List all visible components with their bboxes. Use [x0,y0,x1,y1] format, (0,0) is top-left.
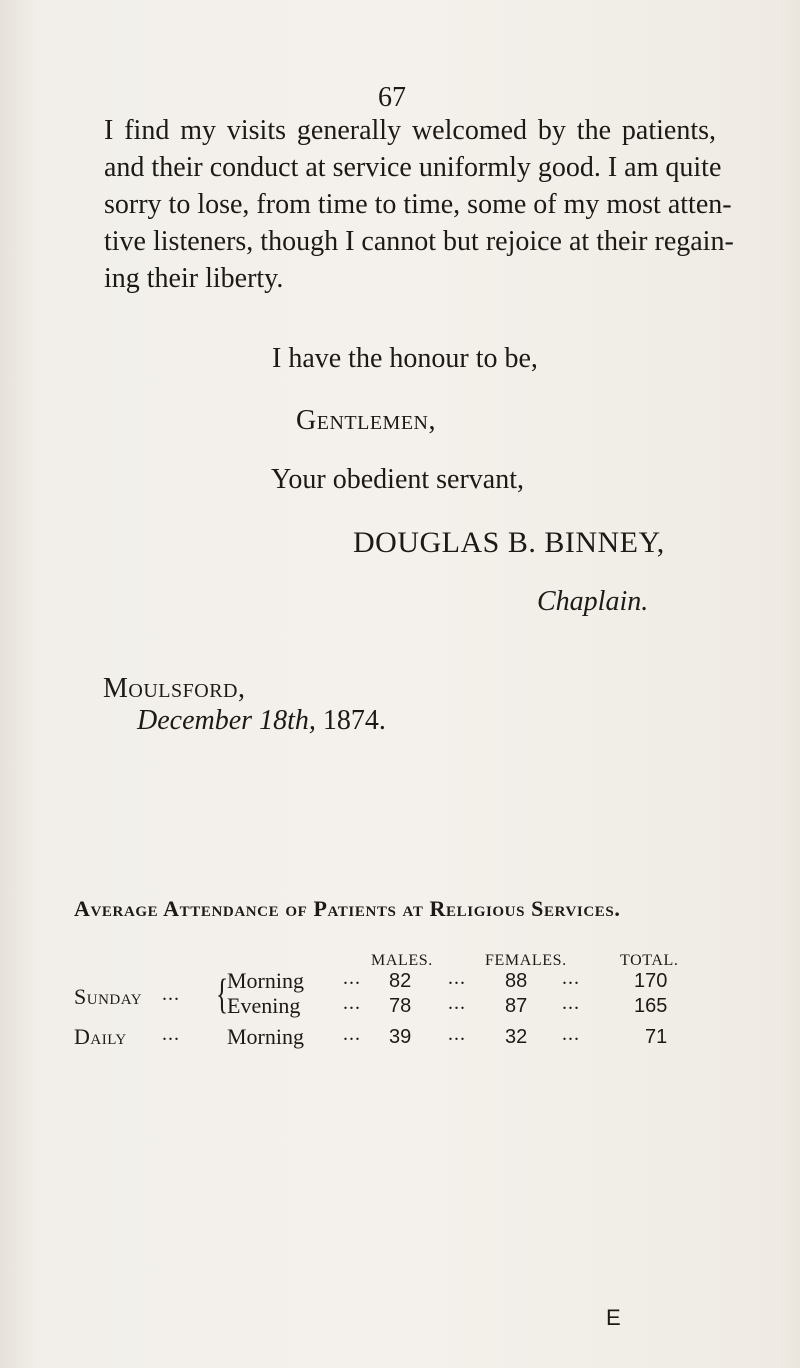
cell-males: 78 [389,995,412,1017]
signature-name: DOUGLAS B. BINNEY, [353,526,665,559]
row-group-daily: Daily [74,1024,127,1049]
leader-dots: ... [343,992,361,1014]
cell-males: 82 [389,970,412,992]
cell-females: 87 [505,995,528,1017]
leader-dots: ... [562,992,580,1014]
leader-dots: ... [162,983,180,1005]
leader-dots: ... [562,1023,580,1045]
leader-dots: ... [562,967,580,989]
paragraph-line: I find my visits generally welcomed by the patients, [104,115,716,146]
table-title: Average Attendance of Patients at Religious Services. [74,896,621,921]
header-total: TOTAL. [620,952,679,969]
leader-dots: ... [343,967,361,989]
date-day: 18th, [259,705,316,736]
closing-line: I have the honour to be, [272,343,538,374]
signature-role: Chaplain. [537,586,649,617]
leader-dots: ... [448,967,466,989]
body-paragraph [104,112,734,297]
paragraph-line: tive listeners, though I cannot but rejoice at their regain- [104,226,734,257]
cell-total: 71 [645,1026,668,1048]
cell-females: 32 [505,1026,528,1048]
paragraph-line: ing their liberty. [104,263,284,294]
salutation: Gentlemen, [296,405,436,436]
date-year: 1874. [322,705,386,736]
cell-males: 39 [389,1026,412,1048]
paragraph-line: and their conduct at service uniformly good. I am quite [104,152,722,183]
row-service: Morning [227,968,304,993]
cell-total: 170 [634,970,668,992]
cell-total: 165 [634,995,668,1017]
row-service: Evening [227,993,301,1018]
date-month: December [137,705,253,736]
paragraph-line: sorry to lose, from time to time, some of my most atten- [104,189,732,220]
header-males: MALES. [371,952,433,969]
closing-servant: Your obedient servant, [271,464,525,495]
row-service: Morning [227,1024,304,1049]
leader-dots: ... [162,1023,180,1045]
date-line [137,705,386,737]
leader-dots: ... [448,1023,466,1045]
brace-icon: { [216,972,229,1018]
page-number: 67 [378,82,406,113]
cell-females: 88 [505,970,528,992]
row-group-sunday: Sunday [74,984,143,1009]
place-name: Moulsford, [103,673,246,704]
leader-dots: ... [343,1023,361,1045]
leader-dots: ... [448,992,466,1014]
header-females: FEMALES. [485,952,567,969]
signature-mark: E [606,1305,621,1330]
